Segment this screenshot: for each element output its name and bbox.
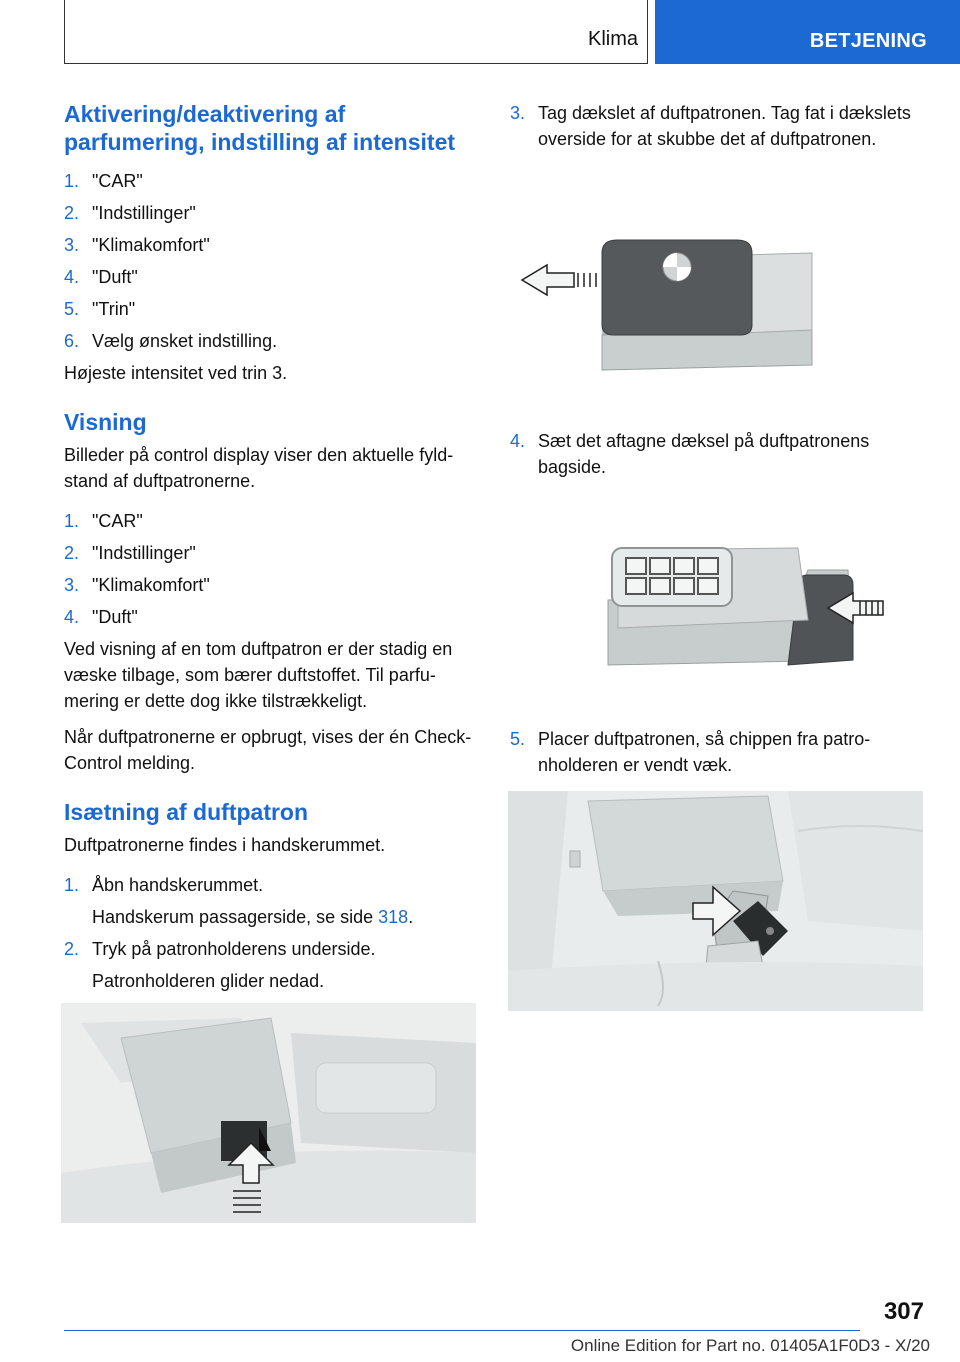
- heading-activation: Aktivering/deaktivering af parfumering, indstilling af intensitet: [64, 101, 456, 155]
- heading-display: Visning: [64, 409, 147, 435]
- page-link-318[interactable]: 318: [378, 907, 409, 927]
- step-number: 2.: [64, 203, 80, 223]
- header-chapter-tab: BETJENING: [655, 0, 960, 64]
- step-text: Tag dækslet af duftpatronen. Tag fat i dækslets overside for at skubbe det af duftpatronen.: [538, 103, 911, 149]
- step-text: Åbn handskerummet.: [92, 875, 264, 895]
- cover-placement-illustration: [598, 540, 898, 675]
- step-text: Placer duftpatronen, så chippen fra patronholderen er vendt væk.: [538, 729, 871, 775]
- figure-holder-push: [61, 1003, 476, 1223]
- step-text: "Indstillinger": [92, 543, 196, 563]
- list-item: [64, 296, 479, 322]
- paragraph-check-control: Når duftpatronerne er opbrugt, vises der én Check-Control melding.: [64, 727, 472, 773]
- list-item: [64, 872, 479, 930]
- paragraph-glovebox: Duftpatronerne findes i handskerummet.: [64, 835, 386, 855]
- figure-cartridge-placement: [508, 791, 923, 1011]
- cover-removal-illustration: [512, 235, 822, 375]
- step-number: 3.: [64, 575, 80, 595]
- steps-list-right-3: [510, 100, 925, 152]
- step-text: Tryk på patronholderens underside.: [92, 939, 376, 959]
- step-text: "Klimakomfort": [92, 575, 210, 595]
- step-text: "CAR": [92, 511, 143, 531]
- step-number: 1.: [64, 171, 80, 191]
- subtext-suffix: .: [408, 907, 414, 927]
- paragraph-empty-cartridge: Ved visning af en tom duftpatron er der stadig en væske tilbage, som bærer duftstoffet. Til parfumering er dette dog ikke tilstrækkeligt.: [64, 639, 453, 711]
- step-number: 4.: [64, 267, 80, 287]
- list-item: [64, 540, 479, 566]
- heading-insert-cartridge: Isætning af duftpatron: [64, 799, 309, 825]
- list-item: [64, 936, 479, 994]
- list-item: [64, 604, 479, 630]
- step-text: Sæt det aftagne dæksel på duftpatronens bagside.: [538, 431, 870, 477]
- edition-label: Online Edition for Part no. 01405A1F0D3 - X/20: [570, 1336, 930, 1355]
- list-item: [510, 100, 925, 152]
- steps-list-right-5: [510, 726, 925, 778]
- step-number: 6.: [64, 331, 80, 351]
- list-item: [64, 232, 479, 258]
- step-text: "Indstillinger": [92, 203, 196, 223]
- step-number: 5.: [64, 299, 80, 319]
- right-column: [510, 100, 925, 158]
- step-text: "Klimakomfort": [92, 235, 210, 255]
- step-text: Vælg ønsket indstilling.: [92, 331, 278, 351]
- subtext-prefix: Handskerum passagerside, se side: [92, 907, 379, 927]
- step-number: 5.: [510, 729, 526, 749]
- step-subtext: [92, 904, 479, 930]
- holder-illustration: [61, 1003, 476, 1223]
- list-item: [64, 328, 479, 354]
- list-item: [64, 264, 479, 290]
- note-intensity: Højeste intensitet ved trin 3.: [64, 363, 288, 383]
- step-subtext: Patronholderen glider nedad.: [92, 971, 325, 991]
- step-text: "CAR": [92, 171, 143, 191]
- list-item: [64, 200, 479, 226]
- step-number: 4.: [64, 607, 80, 627]
- steps-list-display: [64, 508, 479, 630]
- list-item: [64, 168, 479, 194]
- cartridge-placement-illustration: [508, 791, 923, 1011]
- steps-list-right-4: [510, 428, 925, 480]
- figure-cover-placement: [598, 540, 898, 675]
- list-item: [64, 508, 479, 534]
- step-number: 2.: [64, 543, 80, 563]
- step-text: "Trin": [92, 299, 136, 319]
- figure-cover-removal: [512, 235, 822, 375]
- step-number: 1.: [64, 875, 80, 895]
- list-item: [510, 726, 925, 778]
- step-text: "Duft": [92, 607, 138, 627]
- list-item: [510, 428, 925, 480]
- right-column-step5: [510, 726, 925, 784]
- steps-list-activation: [64, 168, 479, 354]
- step-number: 1.: [64, 511, 80, 531]
- list-item: [64, 572, 479, 598]
- left-column: [64, 100, 479, 1000]
- step-number: 3.: [64, 235, 80, 255]
- page-number: 307: [883, 1298, 924, 1325]
- step-text: "Duft": [92, 267, 138, 287]
- footer-divider: [64, 1330, 860, 1331]
- header-section-title: Klima: [587, 28, 638, 50]
- paragraph-display: Billeder på control display viser den aktuelle fyldstand af duftpatronerne.: [64, 445, 454, 491]
- step-number: 3.: [510, 103, 526, 123]
- step-number: 4.: [510, 431, 526, 451]
- steps-list-insert: [64, 872, 479, 994]
- step-number: 2.: [64, 939, 80, 959]
- right-column-step4: [510, 428, 925, 486]
